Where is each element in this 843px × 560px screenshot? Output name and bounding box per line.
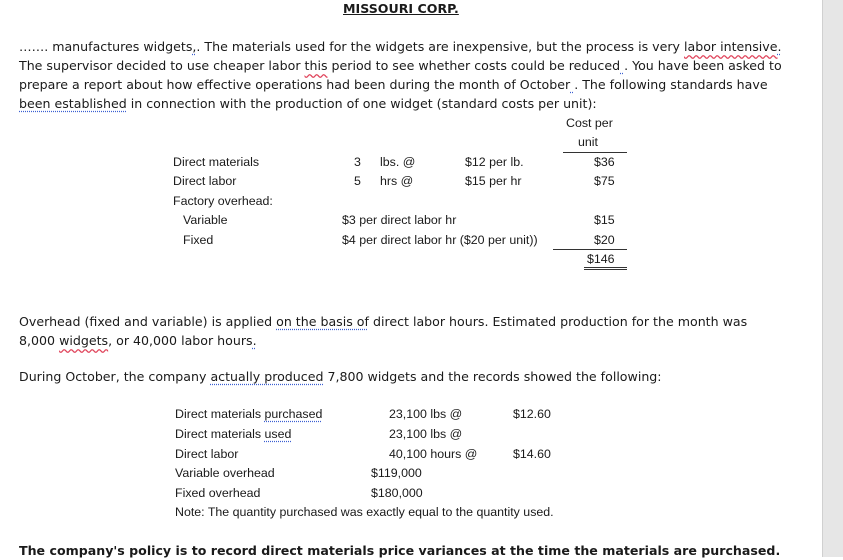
std-dl-cost: $75 <box>594 174 615 188</box>
intro-text: ……. manufactures widgets <box>19 39 193 54</box>
label-text: Direct materials <box>175 427 265 441</box>
act-dm-used-label <box>175 427 291 441</box>
act-fo-label: Fixed overhead <box>175 486 261 500</box>
spelling-flag: this <box>304 58 328 73</box>
std-dm-cost: $36 <box>594 155 615 169</box>
intro-text: period to see whether costs could be reduced <box>327 58 621 73</box>
std-dl-qty: 5 <box>354 174 361 188</box>
body-text: , or 40,000 labor hours <box>108 333 253 348</box>
act-vo-amount: $119,000 <box>371 466 422 480</box>
act-dl-rate: $14.60 <box>513 447 551 461</box>
overhead-line-1 <box>19 312 747 331</box>
total-underline-1 <box>584 267 627 268</box>
intro-text: . You have been asked to <box>624 58 782 73</box>
intro-line-4 <box>19 94 597 113</box>
body-text: 8,000 <box>19 333 60 348</box>
grammar-flag: purchased <box>264 407 323 421</box>
grammar-flag: actually produced <box>210 369 324 384</box>
intro-line-1 <box>19 37 782 56</box>
body-text: 7,800 widgets and the records showed the following: <box>323 369 662 384</box>
std-variable-cost: $15 <box>594 213 615 227</box>
act-note: Note: The quantity purchased was exactly equal to the quantity used. <box>175 505 554 519</box>
intro-text: prepare a report about how effective operations had been during the month of October <box>19 77 571 92</box>
std-fixed-desc: $4 per direct labor hr ($20 per unit)) <box>342 233 538 247</box>
grammar-flag: on the basis of <box>276 314 369 329</box>
act-dm-purchased-price: $12.60 <box>513 407 551 421</box>
spelling-flag: widgets <box>59 333 109 348</box>
body-text: Overhead (fixed and variable) is applied <box>19 314 277 329</box>
std-dm-unit: lbs. @ <box>380 155 416 169</box>
grammar-flag: been established <box>19 96 127 111</box>
overhead-line-2 <box>19 331 257 350</box>
subtotal-line <box>553 249 627 250</box>
std-overhead-label: Factory overhead: <box>173 194 273 208</box>
act-dl-qty: 40,100 hours @ <box>389 447 478 461</box>
std-total-cost: $146 <box>587 252 615 266</box>
std-variable-desc: $3 per direct labor hr <box>342 213 457 227</box>
act-dm-purchased-qty: 23,100 lbs @ <box>389 407 463 421</box>
cost-per-header: Cost per <box>566 116 613 130</box>
grammar-mark: . <box>777 39 782 54</box>
intro-text: in connection with the production of one widget (standard costs per unit): <box>126 96 597 111</box>
std-dl-unit: hrs @ <box>380 174 414 188</box>
std-dm-rate: $12 per lb. <box>465 155 524 169</box>
std-dm-qty: 3 <box>354 155 361 169</box>
intro-text: . The materials used for the widgets are inexpensive, but the process is very <box>196 39 684 54</box>
grammar-mark: . <box>252 333 257 348</box>
std-dm-label: Direct materials <box>173 155 260 169</box>
std-variable-label: Variable <box>183 213 228 227</box>
std-fixed-label: Fixed <box>183 233 214 247</box>
intro-text: . The following standards have <box>574 77 768 92</box>
policy-text: The company's policy is to record direct materials price variances at the time the materials are purchased. <box>19 543 781 558</box>
total-underline-2 <box>584 269 627 270</box>
company-title: MISSOURI CORP. <box>343 1 459 16</box>
unit-header: unit <box>578 135 598 149</box>
std-fixed-cost: $20 <box>594 233 615 247</box>
october-line <box>19 367 662 386</box>
intro-line-2 <box>19 56 782 75</box>
grammar-mark: , <box>192 39 197 54</box>
std-dl-label: Direct labor <box>173 174 237 188</box>
intro-text: The supervisor decided to use cheaper labor <box>19 58 305 73</box>
act-dm-purchased-label <box>175 407 322 421</box>
body-text: direct labor hours. Estimated production for the month was <box>368 314 748 329</box>
act-dm-used-qty: 23,100 lbs @ <box>389 427 463 441</box>
header-underline <box>563 152 627 153</box>
std-dl-rate: $15 per hr <box>465 174 522 188</box>
act-vo-label: Variable overhead <box>175 466 275 480</box>
body-text: During October, the company <box>19 369 211 384</box>
grammar-flag: used <box>264 427 292 441</box>
vertical-scrollbar[interactable] <box>822 0 843 557</box>
label-text: Direct materials <box>175 407 265 421</box>
intro-line-3 <box>19 75 768 94</box>
act-dl-label: Direct labor <box>175 447 239 461</box>
act-fo-amount: $180,000 <box>371 486 423 500</box>
spelling-flag: labor intensive <box>684 39 778 54</box>
